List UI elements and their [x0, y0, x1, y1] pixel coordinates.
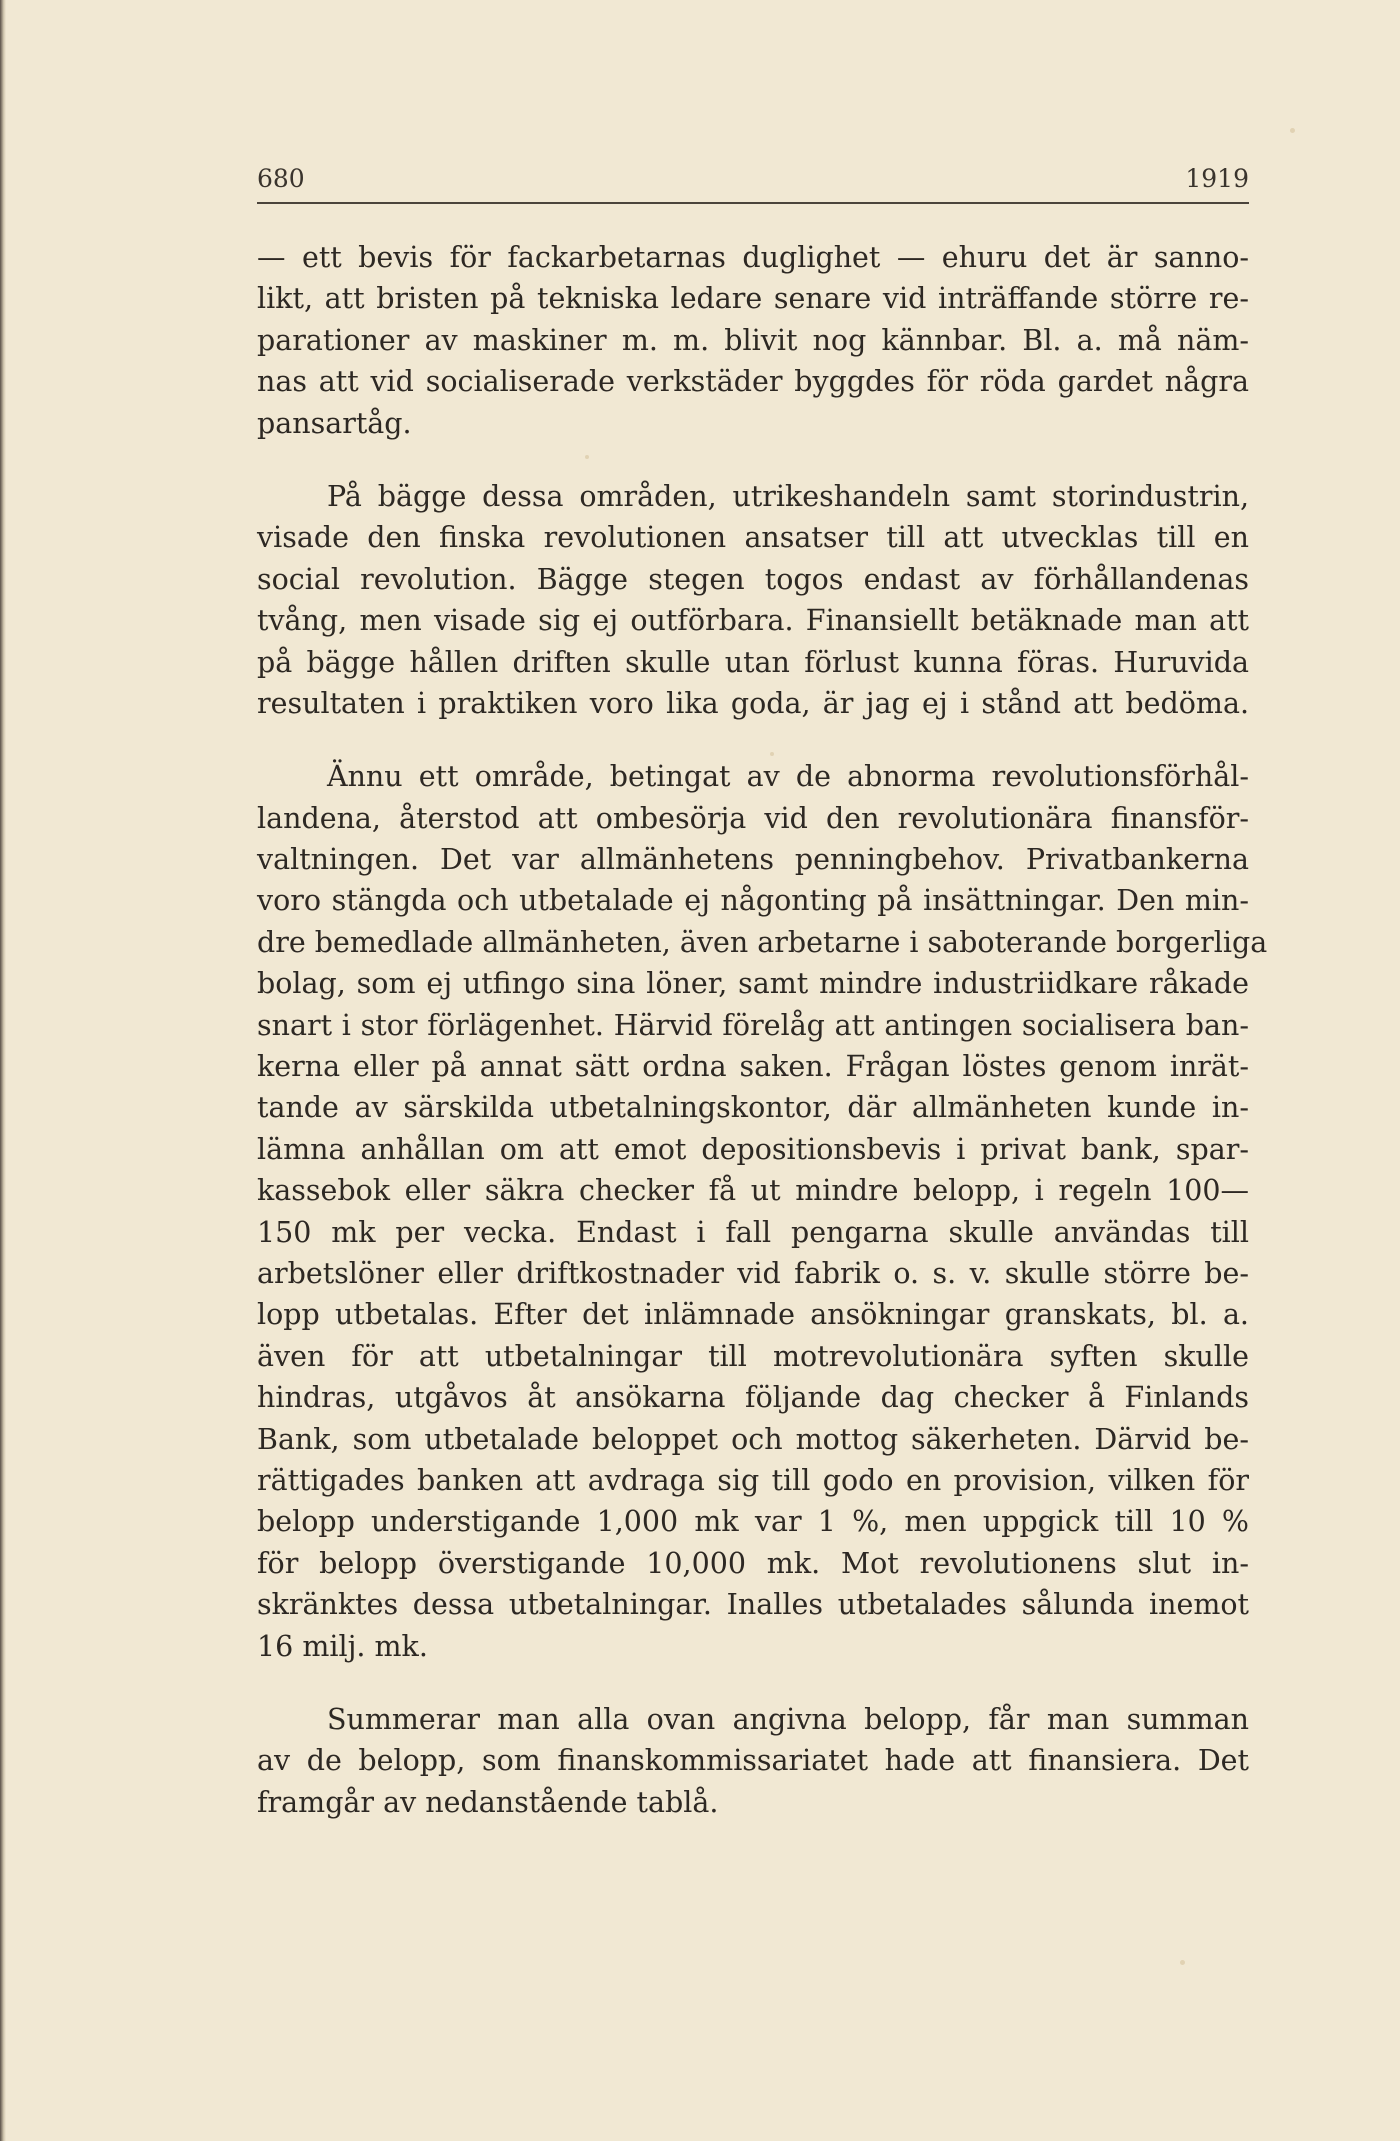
text-line: lopp utbetalas. Efter det inlämnade ansökningar granskats, bl. a.	[257, 1298, 1249, 1332]
text-line: social revolution. Bägge stegen togos endast av förhållandenas	[257, 562, 1249, 596]
text-line: Bank, som utbetalade beloppet och mottog säkerheten. Därvid be-	[257, 1422, 1249, 1456]
text-line: tvång, men visade sig ej outförbara. Finansiellt betäknade man att	[257, 604, 1249, 638]
text-line: Ännu ett område, betingat av de abnorma revolutionsförhål-	[327, 760, 1249, 794]
text-line: rättigades banken att avdraga sig till godo en provision, vilken för	[257, 1463, 1249, 1497]
paragraph	[257, 237, 1249, 444]
running-header	[257, 158, 1249, 202]
text-line: arbetslöner eller driftkostnader vid fabrik o. s. v. skulle större be-	[257, 1256, 1249, 1290]
paragraph	[257, 476, 1249, 724]
text-line: framgår av nedanstående tablå.	[257, 1785, 719, 1819]
text-line: även för att utbetalningar till motrevolutionära syften skulle	[257, 1339, 1249, 1373]
paragraph	[257, 1699, 1249, 1823]
text-line: parationer av maskiner m. m. blivit nog kännbar. Bl. a. må näm-	[257, 323, 1249, 357]
text-line: på bägge hållen driften skulle utan förlust kunna föras. Huruvida	[257, 645, 1249, 679]
text-line: nas att vid socialiserade verkstäder byggdes för röda gardet några	[257, 365, 1249, 399]
page-edge-shadow	[0, 0, 6, 2141]
page-number: 680	[257, 164, 305, 193]
text-line: — ett bevis för fackarbetarnas duglighet — ehuru det är sanno-	[257, 241, 1249, 274]
text-line: för belopp överstigande 10,000 mk. Mot revolutionens slut in-	[257, 1546, 1249, 1580]
text-line: hindras, utgåvos åt ansökarna följande dag checker å Finlands	[257, 1381, 1249, 1415]
text-line: 150 mk per vecka. Endast i fall pengarna skulle användas till	[257, 1215, 1249, 1249]
text-line: bolag, som ej utfingo sina löner, samt mindre industriidkare råkade	[257, 967, 1249, 1001]
text-line: landena, återstod att ombesörja vid den revolutionära finansför-	[257, 801, 1249, 835]
foxing-spot	[1290, 128, 1295, 133]
text-line: av de belopp, som finanskommissariatet hade att finansiera. Det	[257, 1744, 1249, 1778]
text-line: 16 milj. mk.	[257, 1629, 428, 1663]
text-line: pansartåg.	[257, 406, 412, 440]
text-line: belopp understigande 1,000 mk var 1 %, men uppgick till 10 %	[257, 1505, 1249, 1539]
text-line: visade den finska revolutionen ansatser till att utvecklas till en	[257, 521, 1249, 555]
text-line: snart i stor förlägenhet. Härvid förelåg att antingen socialisera ban-	[257, 1008, 1249, 1042]
body-text	[257, 237, 1268, 1823]
text-line: tande av särskilda utbetalningskontor, där allmänheten kunde in-	[257, 1091, 1249, 1125]
text-line: På bägge dessa områden, utrikeshandeln samt storindustrin,	[327, 479, 1249, 513]
text-line: resultaten i praktiken voro lika goda, är jag ej i stånd att bedöma.	[257, 686, 1249, 720]
text-line: dre bemedlade allmänheten, även arbetarne i saboterande borgerliga	[257, 925, 1268, 959]
text-line: lämna anhållan om att emot depositionsbevis i privat bank, spar-	[257, 1132, 1249, 1166]
foxing-spot	[1180, 1960, 1185, 1965]
text-line: valtningen. Det var allmänhetens penningbehov. Privatbankerna	[257, 843, 1249, 877]
text-line: kassebok eller säkra checker få ut mindre belopp, i regeln 100—	[257, 1174, 1249, 1208]
text-line: kerna eller på annat sätt ordna saken. Frågan löstes genom inrät-	[257, 1050, 1249, 1084]
paragraph	[257, 756, 1268, 1667]
running-year: 1919	[1185, 164, 1249, 193]
text-line: voro stängda och utbetalade ej någonting på insättningar. Den min-	[257, 884, 1249, 918]
text-line: likt, att bristen på tekniska ledare senare vid inträffande större re-	[257, 282, 1249, 316]
text-line: skränktes dessa utbetalningar. Inalles utbetalades sålunda inemot	[257, 1588, 1249, 1622]
text-line: Summerar man alla ovan angivna belopp, får man summan	[327, 1702, 1249, 1736]
header-rule	[257, 202, 1249, 204]
